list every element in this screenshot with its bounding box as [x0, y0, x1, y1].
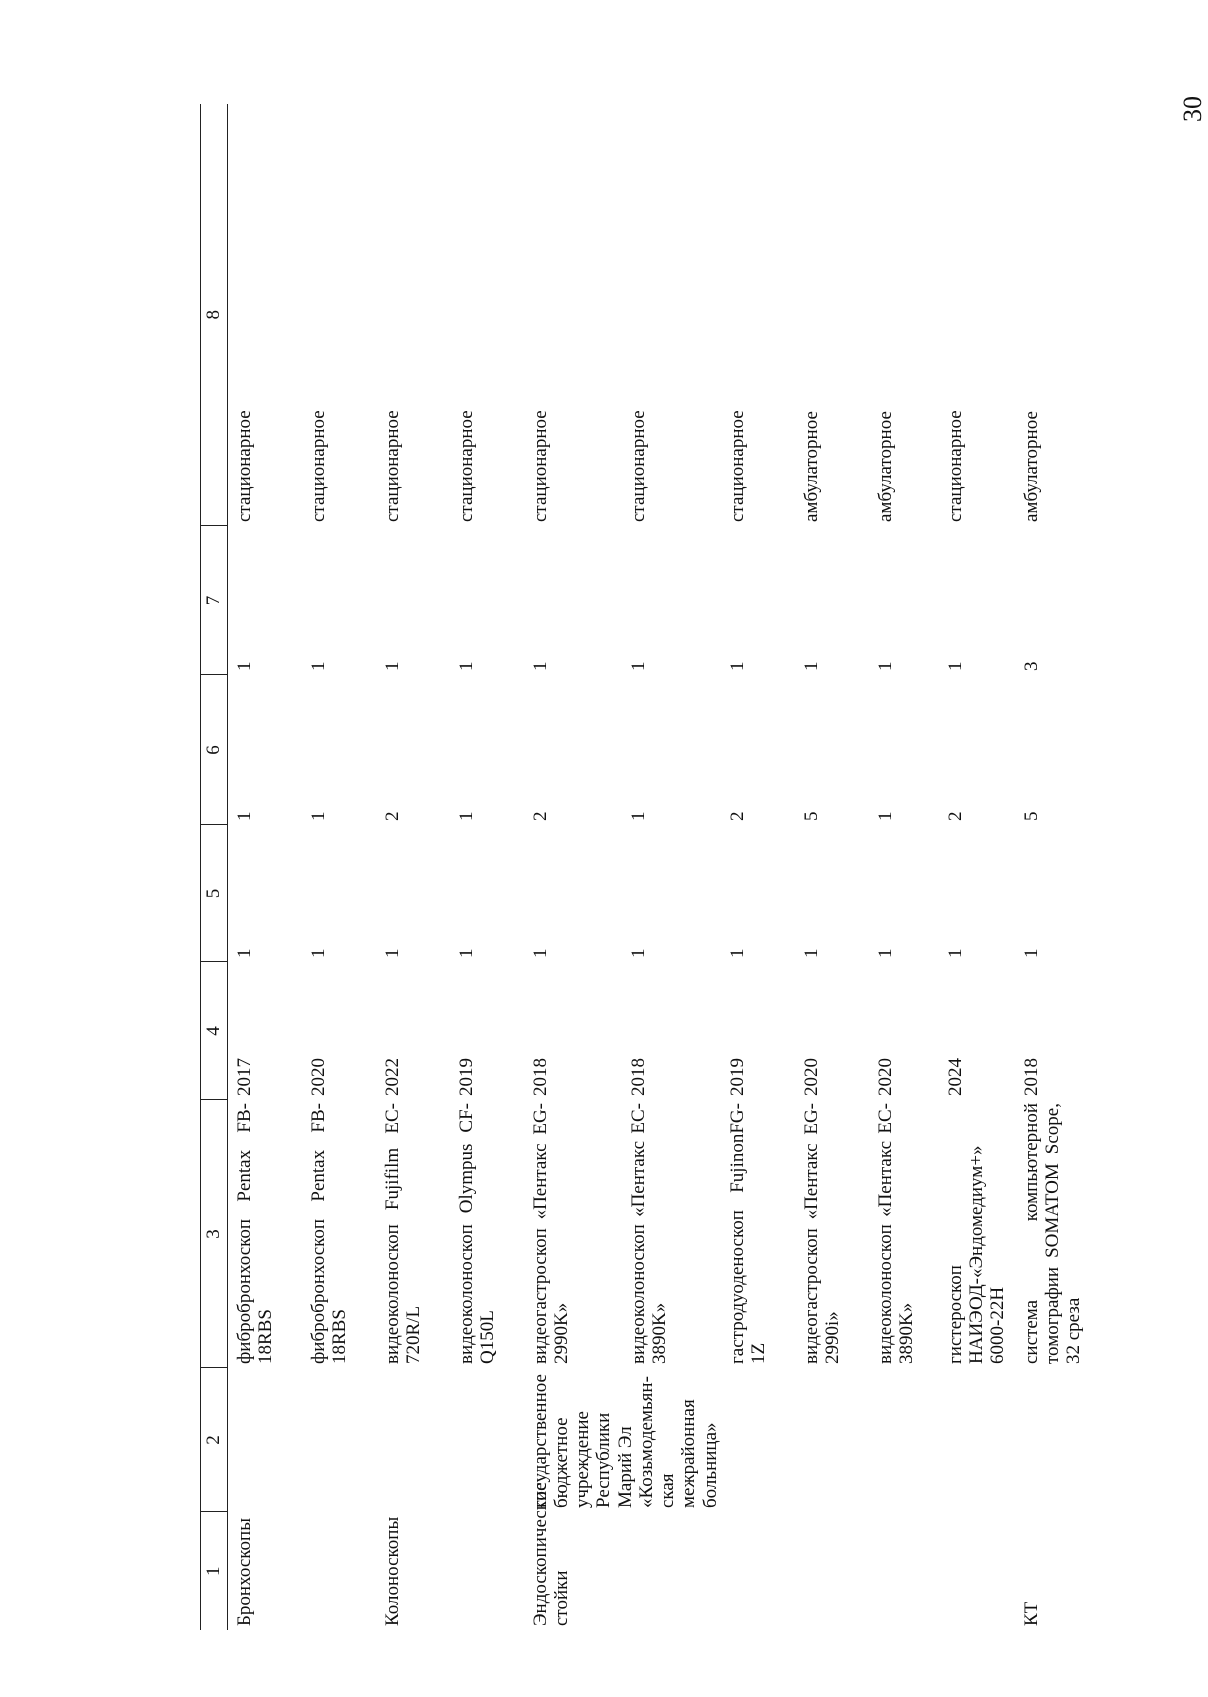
- cell-col6: 1: [307, 811, 329, 821]
- cell-equipment-group: [622, 1512, 721, 1630]
- column-header-1: 1: [201, 1512, 228, 1630]
- cell-year: 2020: [874, 1058, 896, 1096]
- table-row: [795, 104, 869, 1630]
- cell-care-type: стационарное: [726, 410, 748, 522]
- cell-col7: 1: [944, 661, 966, 671]
- table-header: [201, 104, 228, 1630]
- cell-year: 2020: [800, 1058, 822, 1096]
- table-row: [1015, 104, 1091, 1630]
- cell-institution: [1015, 1368, 1091, 1512]
- equipment-table: [200, 104, 1091, 1630]
- cell-institution: [376, 1368, 450, 1512]
- cell-model: гастродуоденоскоп FujinonFG-1Z: [726, 1103, 770, 1364]
- cell-equipment-group: [939, 1512, 1015, 1630]
- cell-col7: 1: [874, 661, 896, 671]
- cell-year: 2018: [1020, 1058, 1042, 1096]
- cell-equipment-group: Колоноскопы: [381, 1516, 403, 1626]
- table-row: [721, 104, 795, 1630]
- cell-equipment-group: Бронхоскопы: [234, 1518, 255, 1626]
- column-header-4: 4: [201, 962, 228, 1100]
- cell-year: 2017: [234, 1058, 255, 1096]
- cell-model: система компьютерной томографии SOMATOM Scope, 32 среза: [1020, 1103, 1085, 1364]
- cell-care-type: стационарное: [234, 410, 255, 522]
- cell-institution: [450, 1368, 524, 1512]
- column-header-5: 5: [201, 825, 228, 962]
- cell-model: фибробронхоскоп Pentax FB-18RBS: [234, 1103, 277, 1364]
- cell-col5: 1: [455, 948, 477, 958]
- column-header-6: 6: [201, 675, 228, 825]
- column-header-7: 7: [201, 526, 228, 675]
- cell-year: 2024: [944, 1058, 966, 1096]
- cell-care-type: амбулаторное: [1020, 411, 1042, 522]
- cell-equipment-group: [795, 1512, 869, 1630]
- cell-col7: 1: [307, 661, 329, 671]
- cell-col6: 1: [628, 811, 650, 821]
- cell-model: видеоколоноскоп «Пентакс EC-3890K»: [628, 1103, 671, 1364]
- cell-equipment-group: Эндоскопические стойки: [529, 1482, 572, 1626]
- cell-institution: [721, 1368, 795, 1512]
- cell-col7: 1: [234, 661, 255, 671]
- cell-col6: 5: [800, 811, 822, 821]
- cell-care-type: амбулаторное: [874, 411, 896, 522]
- cell-institution: [869, 1368, 939, 1512]
- cell-col7: 1: [529, 661, 551, 671]
- cell-col5: 1: [529, 948, 551, 958]
- cell-model: видеоколоноскоп Olympus CF-Q150L: [455, 1103, 498, 1364]
- cell-col6: 1: [234, 811, 255, 821]
- cell-model: видеоколоноскоп Fujifilm EC-720R/L: [381, 1103, 424, 1364]
- table-row: [228, 104, 302, 1630]
- table-row: [450, 104, 524, 1630]
- cell-col6: 2: [726, 811, 748, 821]
- cell-col5: 1: [1020, 948, 1042, 958]
- cell-col6: 2: [381, 811, 403, 821]
- cell-institution: [228, 1368, 302, 1512]
- cell-institution: [302, 1368, 376, 1512]
- cell-year: 2020: [307, 1058, 329, 1096]
- cell-col6: 1: [874, 811, 896, 821]
- table-row: [524, 104, 623, 1630]
- cell-year: 2019: [726, 1058, 748, 1096]
- cell-col7: 1: [381, 661, 403, 671]
- column-header-2: 2: [201, 1368, 228, 1512]
- cell-col5: 1: [944, 948, 966, 958]
- cell-care-type: стационарное: [455, 410, 477, 522]
- cell-col7: 1: [628, 661, 650, 671]
- cell-equipment-group: [450, 1512, 524, 1630]
- cell-care-type: стационарное: [529, 410, 551, 522]
- cell-col5: 1: [800, 948, 822, 958]
- cell-model: видеогастроскоп «Пентакс EG-2990i»: [800, 1103, 844, 1364]
- page-number: 30: [1178, 96, 1207, 122]
- cell-model: гистероскоп НАИЭОД-«Эндомедиум+» 6000-22Н: [944, 1145, 1009, 1364]
- table-row: [376, 104, 450, 1630]
- cell-col5: 1: [874, 948, 896, 958]
- cell-year: 2022: [381, 1058, 403, 1096]
- column-header-8: 8: [201, 104, 228, 526]
- cell-care-type: стационарное: [944, 410, 966, 522]
- cell-col5: 1: [234, 948, 255, 958]
- cell-year: 2018: [628, 1058, 650, 1096]
- cell-care-type: стационарное: [381, 410, 403, 522]
- table-row: [939, 104, 1015, 1630]
- cell-institution: [795, 1368, 869, 1512]
- cell-equipment-group: [302, 1512, 376, 1630]
- cell-model: видеоколоноскоп «Пентакс EC-3890K»: [874, 1103, 918, 1364]
- cell-institution: государственное бюджетное учреждение Республики Марий Эл «Козьмодемьян-ская межрайонная больница»: [529, 1374, 721, 1508]
- cell-col6: 5: [1020, 811, 1042, 821]
- cell-col6: 2: [944, 811, 966, 821]
- cell-care-type: стационарное: [628, 410, 650, 522]
- cell-col6: 1: [455, 811, 477, 821]
- cell-equipment-group: КТ: [1020, 1601, 1042, 1626]
- column-header-3: 3: [201, 1100, 228, 1368]
- cell-col7: 1: [726, 661, 748, 671]
- cell-col7: 1: [800, 661, 822, 671]
- cell-year: 2019: [455, 1058, 477, 1096]
- cell-model: фибробронхоскоп Pentax FB-18RBS: [307, 1103, 350, 1364]
- cell-care-type: амбулаторное: [800, 411, 822, 522]
- cell-equipment-group: [721, 1512, 795, 1630]
- cell-col5: 1: [726, 948, 748, 958]
- cell-col5: 1: [628, 948, 650, 958]
- cell-care-type: стационарное: [307, 410, 329, 522]
- rotated-table-container: [200, 104, 1085, 1630]
- cell-col5: 1: [381, 948, 403, 958]
- table-row: [302, 104, 376, 1630]
- cell-col6: 2: [529, 811, 551, 821]
- cell-col5: 1: [307, 948, 329, 958]
- cell-institution: [939, 1368, 1015, 1512]
- table-body: [228, 104, 1091, 1630]
- cell-model: видеогастроскоп «Пентакс EG-2990K»: [529, 1103, 572, 1364]
- cell-equipment-group: [869, 1512, 939, 1630]
- cell-col7: 1: [455, 661, 477, 671]
- table-row: [869, 104, 939, 1630]
- cell-col7: 3: [1020, 661, 1042, 671]
- cell-year: 2018: [529, 1058, 551, 1096]
